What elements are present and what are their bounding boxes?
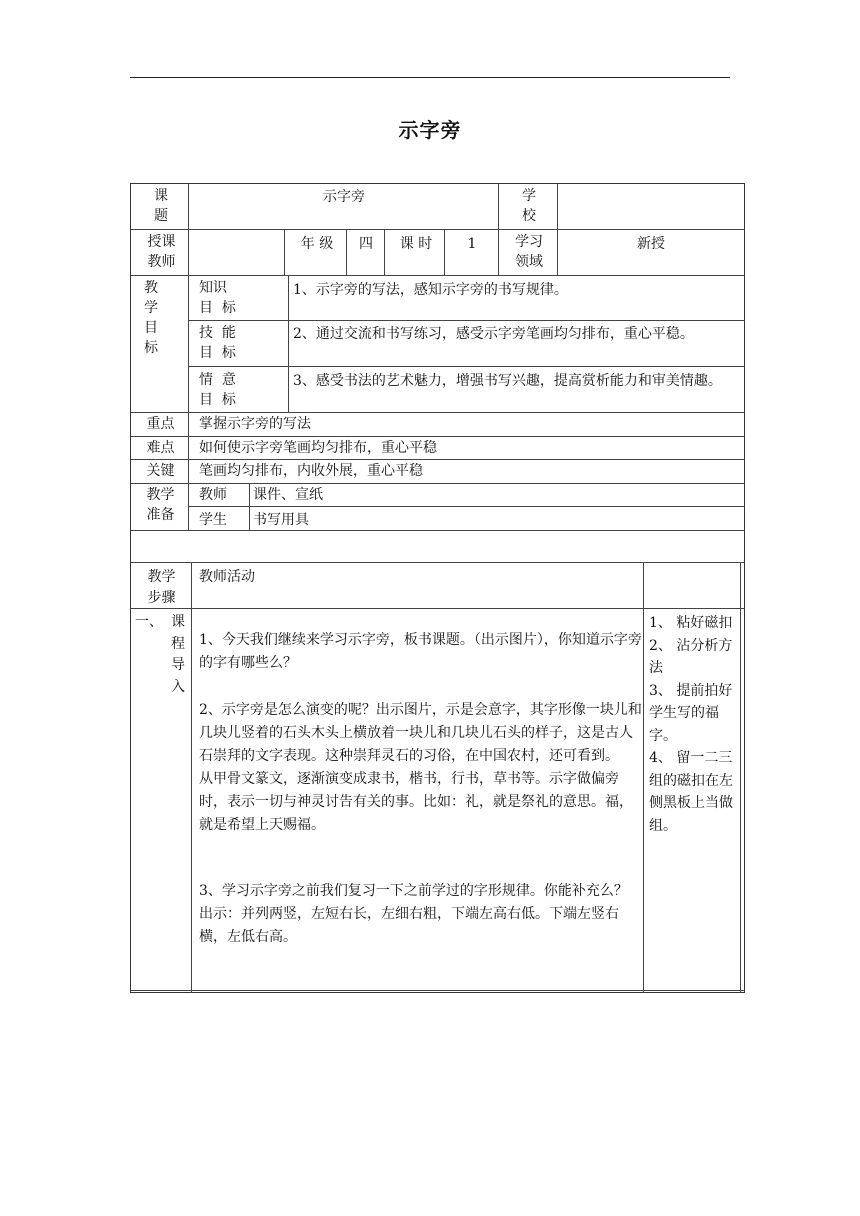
- grid-line: [288, 275, 289, 412]
- grid-line: [444, 229, 445, 275]
- keti-value: 示字旁: [323, 189, 365, 205]
- goal-skill-label: 技 能 目 标: [199, 325, 236, 361]
- grid-line: [740, 562, 741, 993]
- prep-teacher-label: 教师: [199, 487, 227, 503]
- jiaoshi-label: 授课 教师: [147, 234, 176, 270]
- xuexiao-label: 学 校: [522, 188, 536, 224]
- prep-label: 教学 准备: [146, 487, 175, 523]
- grid-line: [249, 483, 250, 530]
- grid-line: [191, 562, 192, 993]
- grid-line: [188, 184, 189, 275]
- guanjian-label: 关键: [146, 463, 175, 479]
- section-name: 课 程 导 入: [171, 614, 185, 695]
- grid-line: [131, 608, 745, 609]
- prep-student-label: 学生: [199, 512, 227, 528]
- goal-knowledge-label: 知识 目 标: [199, 280, 236, 316]
- grid-line: [131, 483, 745, 484]
- teaching-notes: 1、 粘好磁扣 2、 沾分析方法 3、 提前拍好学生写的福字。 4、 留一二三组的磁扣在左侧黑板上当做组。: [649, 615, 733, 834]
- grid-line: [188, 506, 745, 507]
- lesson-plan-table: [130, 183, 745, 993]
- goal-skill-text: 2、通过交流和书写练习，感受示字旁笔画均匀排布，重心平稳。: [293, 326, 694, 342]
- steps-label: 教学 步骤: [147, 569, 176, 606]
- guanjian-text: 笔画均匀排布，内收外展，重心平稳: [199, 463, 423, 479]
- zhongdian-text: 掌握示字旁的写法: [199, 416, 311, 432]
- grid-line: [284, 229, 285, 275]
- nandian-label: 难点: [146, 440, 175, 456]
- grid-line: [131, 562, 745, 563]
- grid-line: [188, 320, 745, 321]
- grid-line: [131, 436, 745, 437]
- grid-line: [188, 366, 745, 367]
- goal-emotion-label: 情 意 目 标: [199, 372, 236, 408]
- header-rule: [130, 77, 730, 78]
- nianji-value: 四: [359, 236, 373, 252]
- grid-line: [131, 990, 745, 991]
- goal-emotion-text: 3、感受书法的艺术魅力，增强书写兴趣，提高赏析能力和审美情趣。: [293, 373, 722, 389]
- grid-line: [346, 229, 347, 275]
- prep-teacher-text: 课件、宣纸: [253, 487, 323, 503]
- goals-label: 教 学 目 标: [144, 280, 158, 356]
- lingyu-value: 新授: [637, 236, 665, 252]
- grid-line: [498, 184, 499, 275]
- grid-line: [384, 229, 385, 275]
- activity-para-2: 2、示字旁是怎么演变的呢？出示图片，示是会意字，其字形像一块儿和几块儿竖着的石头木头上横放着一块儿和几块儿石头的样子，这是古人石崇拜的文字表现。这种崇拜灵石的习俗，在中国农村，还可看到。 从甲骨文篆文，逐渐演变成隶书，楷书，行书，草书等。示字做偏旁时，表示一切与神灵讨告有关的事。比如：礼，就是祭礼的意思。福，就是希望上天赐福。: [199, 702, 642, 833]
- section-number: 一、: [135, 614, 163, 630]
- nandian-text: 如何使示字旁笔画均匀排布，重心平稳: [199, 440, 437, 456]
- lingyu-label: 学习 领域: [515, 234, 543, 270]
- grid-line: [131, 412, 745, 413]
- grid-line: [643, 562, 644, 993]
- goal-knowledge-text: 1、示字旁的写法，感知示字旁的书写规律。: [293, 282, 568, 298]
- activity-label: 教师活动: [199, 569, 255, 585]
- nianji-label: 年 级: [300, 236, 334, 252]
- grid-line: [131, 530, 745, 531]
- keti-label: 课 题: [154, 188, 168, 224]
- keshi-label: 课 时: [399, 236, 433, 252]
- activity-para-1: 1、今天我们继续来学习示字旁，板书课题。（出示图片），你知道示字旁的字有哪些么？: [199, 632, 642, 671]
- zhongdian-label: 重点: [146, 416, 175, 432]
- prep-student-text: 书写用具: [253, 512, 309, 528]
- keshi-value: 1: [467, 236, 477, 252]
- grid-line: [188, 275, 189, 530]
- grid-line: [131, 275, 745, 276]
- grid-line: [557, 184, 558, 275]
- grid-line: [131, 229, 745, 230]
- grid-line: [131, 459, 745, 460]
- page-title: 示字旁: [398, 118, 462, 142]
- activity-para-3: 3、学习示字旁之前我们复习一下之前学过的字形规律。你能补充么？ 出示：并列两竖，左短右长，左细右粗，下端左高右低。下端左竖右横，左低右高。: [199, 883, 628, 945]
